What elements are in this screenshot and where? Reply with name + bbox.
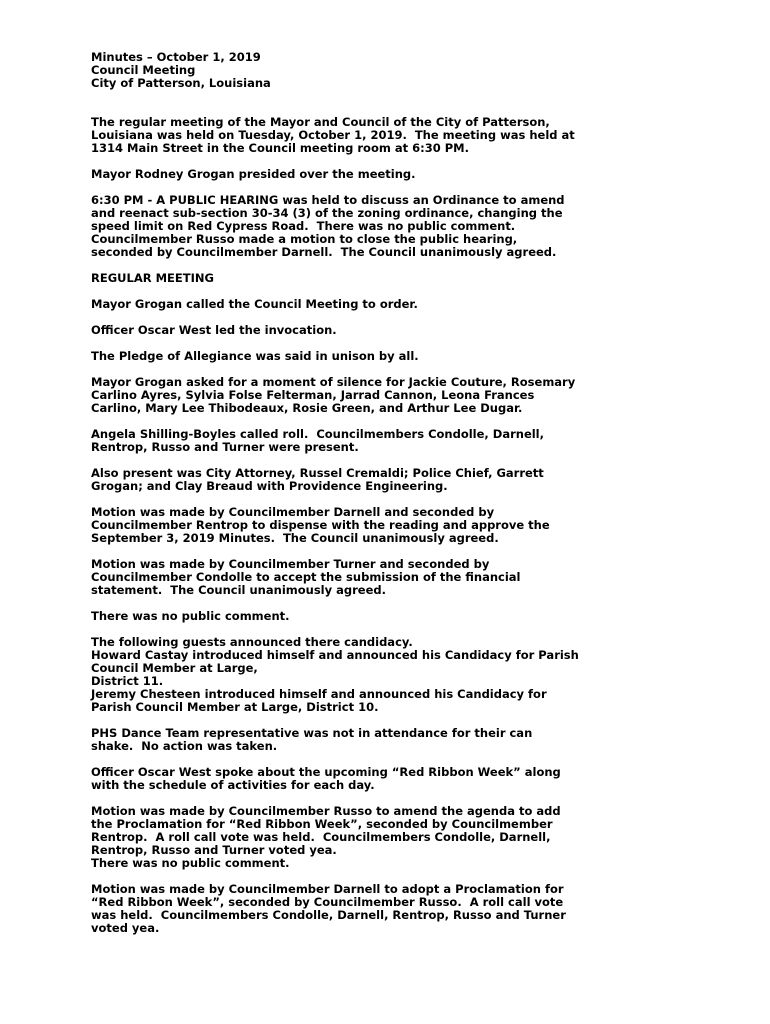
paragraph-line: There was no public comment. — [91, 856, 290, 870]
document-header — [91, 51, 691, 90]
minutes-paragraph — [91, 168, 691, 181]
paragraph-line: Councilmember Rentrop to dispense with the reading and approve the — [91, 518, 550, 532]
minutes-paragraph — [91, 727, 691, 753]
paragraph-line: Officer Oscar West led the invocation. — [91, 323, 337, 337]
paragraph-line: Parish Council Member at Large, District 10. — [91, 700, 379, 714]
paragraph-line: REGULAR MEETING — [91, 271, 214, 285]
minutes-paragraph — [91, 376, 691, 415]
minutes-paragraph — [91, 116, 691, 155]
minutes-paragraph — [91, 272, 691, 285]
paragraph-line: September 3, 2019 Minutes. The Council unanimously agreed. — [91, 531, 499, 545]
paragraph-line: with the schedule of activities for each day. — [91, 778, 375, 792]
meeting-type-title: Council Meeting — [91, 63, 196, 77]
paragraph-line: and reenact sub-section 30-34 (3) of the zoning ordinance, changing the — [91, 206, 563, 220]
paragraph-line: shake. No action was taken. — [91, 739, 278, 753]
document-page — [91, 51, 691, 948]
minutes-paragraph — [91, 194, 691, 259]
paragraph-line: Carlino, Mary Lee Thibodeaux, Rosie Green, and Arthur Lee Dugar. — [91, 401, 523, 415]
paragraph-line: Motion was made by Councilmember Darnell and seconded by — [91, 505, 495, 519]
paragraph-line: voted yea. — [91, 921, 160, 935]
paragraph-line: Mayor Grogan called the Council Meeting to order. — [91, 297, 418, 311]
minutes-paragraph — [91, 636, 691, 714]
paragraph-line: District 11. — [91, 674, 164, 688]
paragraph-line: Grogan; and Clay Breaud with Providence Engineering. — [91, 479, 448, 493]
paragraph-line: Motion was made by Councilmember Russo to amend the agenda to add — [91, 804, 561, 818]
paragraph-line: Councilmember Russo made a motion to close the public hearing, — [91, 232, 518, 246]
paragraph-line: There was no public comment. — [91, 609, 290, 623]
minutes-paragraph — [91, 883, 691, 935]
paragraph-line: Rentrop, Russo and Turner voted yea. — [91, 843, 337, 857]
paragraph-line: Officer Oscar West spoke about the upcoming “Red Ribbon Week” along — [91, 765, 561, 779]
paragraph-line: Jeremy Chesteen introduced himself and announced his Candidacy for — [91, 687, 547, 701]
paragraph-line: the Proclamation for “Red Ribbon Week”, seconded by Councilmember — [91, 817, 553, 831]
paragraph-line: “Red Ribbon Week”, seconded by Councilmember Russo. A roll call vote — [91, 895, 564, 909]
paragraph-line: Rentrop, Russo and Turner were present. — [91, 440, 359, 454]
paragraph-line: seconded by Councilmember Darnell. The Council unanimously agreed. — [91, 245, 557, 259]
paragraph-line: PHS Dance Team representative was not in attendance for their can — [91, 726, 533, 740]
paragraph-line: was held. Councilmembers Condolle, Darnell, Rentrop, Russo and Turner — [91, 908, 566, 922]
minutes-paragraph — [91, 428, 691, 454]
paragraph-line: Rentrop. A roll call vote was held. Councilmembers Condolle, Darnell, — [91, 830, 551, 844]
paragraph-line: Howard Castay introduced himself and announced his Candidacy for Parish — [91, 648, 579, 662]
paragraph-line: 1314 Main Street in the Council meeting room at 6:30 PM. — [91, 141, 469, 155]
minutes-paragraph — [91, 298, 691, 311]
paragraph-line: The Pledge of Allegiance was said in unison by all. — [91, 349, 419, 363]
paragraph-line: Motion was made by Councilmember Turner and seconded by — [91, 557, 490, 571]
paragraph-line: Mayor Rodney Grogan presided over the meeting. — [91, 167, 416, 181]
minutes-paragraph — [91, 558, 691, 597]
paragraph-line: Mayor Grogan asked for a moment of silence for Jackie Couture, Rosemary — [91, 375, 576, 389]
city-title: City of Patterson, Louisiana — [91, 76, 271, 90]
paragraph-line: Also present was City Attorney, Russel Cremaldi; Police Chief, Garrett — [91, 466, 544, 480]
paragraph-line: statement. The Council unanimously agreed. — [91, 583, 386, 597]
paragraph-line: Motion was made by Councilmember Darnell to adopt a Proclamation for — [91, 882, 564, 896]
paragraph-line: Council Member at Large, — [91, 661, 258, 675]
minutes-paragraph — [91, 350, 691, 363]
minutes-paragraph — [91, 506, 691, 545]
paragraph-line: The regular meeting of the Mayor and Council of the City of Patterson, — [91, 115, 550, 129]
paragraph-line: Louisiana was held on Tuesday, October 1, 2019. The meeting was held at — [91, 128, 575, 142]
paragraph-line: Carlino Ayres, Sylvia Folse Felterman, Jarrad Cannon, Leona Frances — [91, 388, 535, 402]
minutes-date-title: Minutes – October 1, 2019 — [91, 50, 261, 64]
paragraph-line: speed limit on Red Cypress Road. There was no public comment. — [91, 219, 516, 233]
paragraph-line: 6:30 PM - A PUBLIC HEARING was held to discuss an Ordinance to amend — [91, 193, 565, 207]
minutes-paragraph — [91, 766, 691, 792]
paragraph-line: The following guests announced there candidacy. — [91, 635, 413, 649]
paragraph-line: Councilmember Condolle to accept the submission of the financial — [91, 570, 521, 584]
minutes-body — [91, 116, 691, 935]
minutes-paragraph — [91, 324, 691, 337]
paragraph-line: Angela Shilling-Boyles called roll. Councilmembers Condolle, Darnell, — [91, 427, 544, 441]
minutes-paragraph — [91, 467, 691, 493]
minutes-paragraph — [91, 805, 691, 870]
minutes-paragraph — [91, 610, 691, 623]
